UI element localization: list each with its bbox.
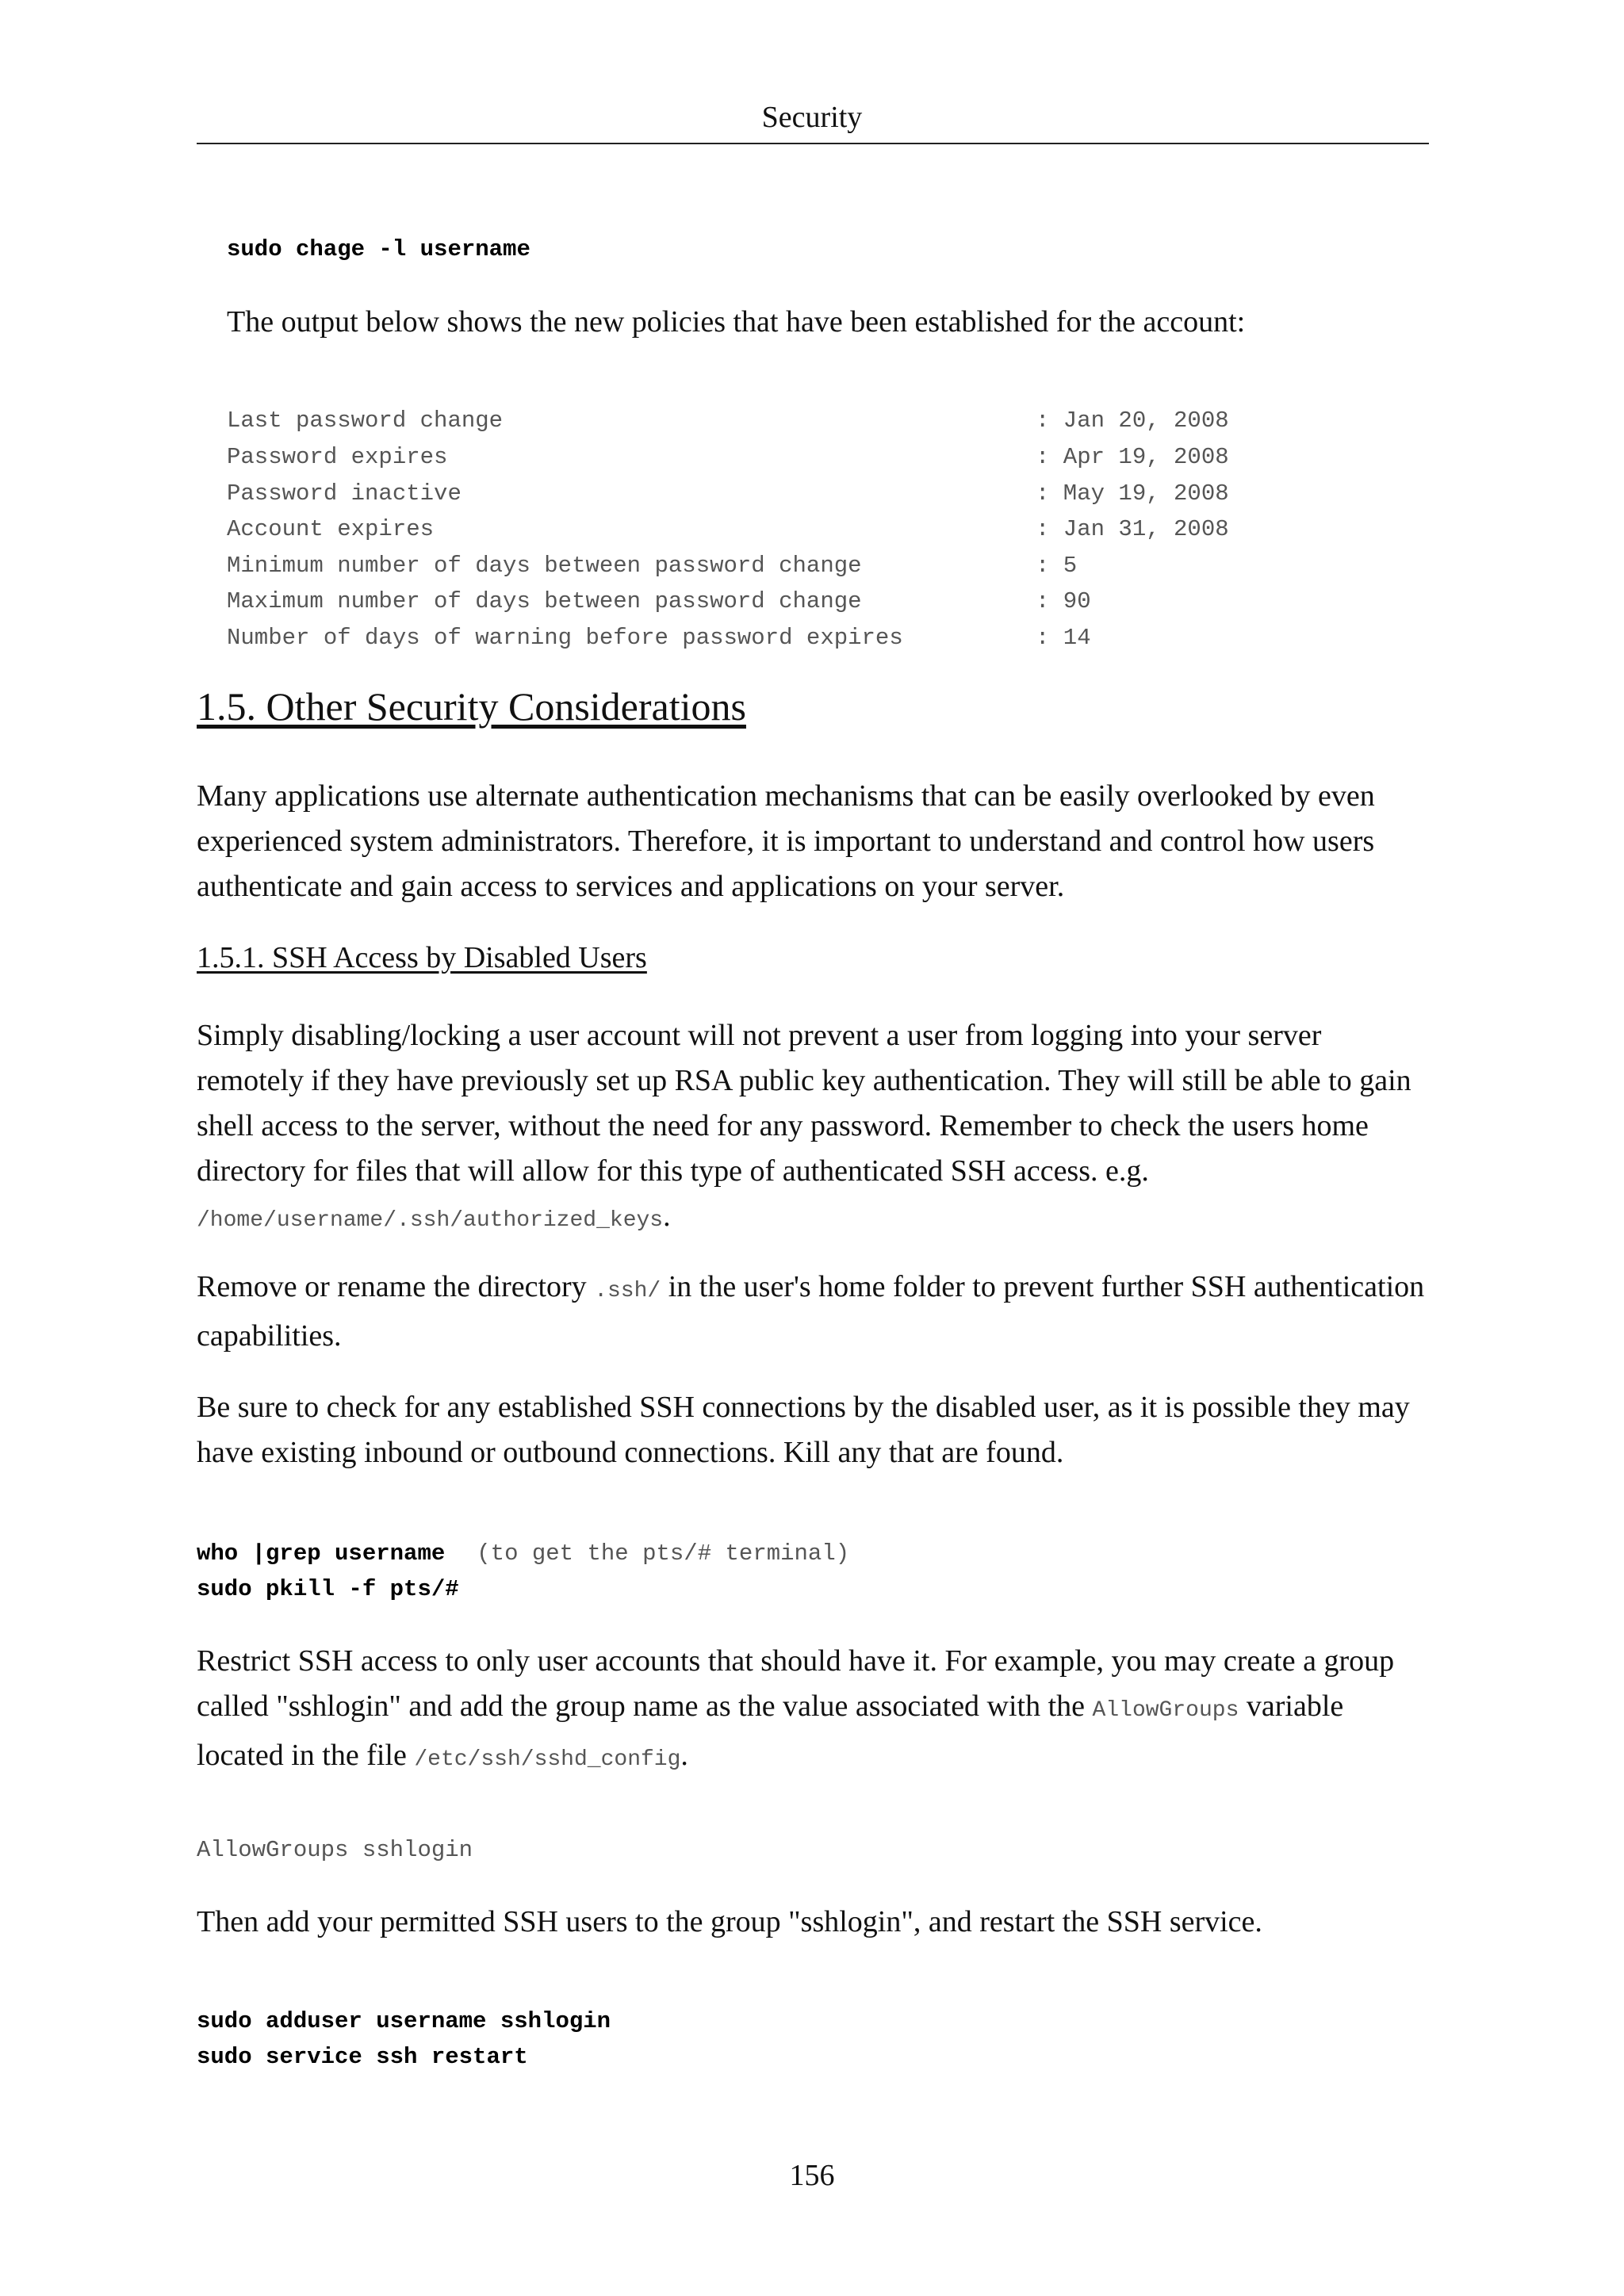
paragraph-text: in the user's home folder to prevent further SSH authentication capabilities.	[197, 1270, 1425, 1353]
header-divider	[197, 143, 1429, 144]
policy-label: Password inactive	[227, 480, 462, 507]
page-number: 156	[789, 2159, 835, 2192]
paragraph-established-connections: Be sure to check for any established SSH connections by the disabled user, as it is possible they may have existing inbound or outbound connections. Kill any that are found.	[197, 1391, 1410, 1469]
authorized-keys-path: /home/username/.ssh/authorized_keys	[197, 1208, 664, 1233]
paragraph-alternate-auth: Many applications use alternate authentication mechanisms that can be easily overlooked by even experienced system administrators. Therefore, it is important to understand and control how users authenticate and gain access to services and applications on your server.	[197, 779, 1375, 903]
policy-value: : 90	[1036, 588, 1091, 614]
running-header: Security	[761, 101, 863, 134]
policy-label: Password expires	[227, 444, 448, 470]
paragraph-disabled-users	[197, 1013, 1418, 1243]
ssh-dir-code: .ssh/	[594, 1279, 661, 1303]
command-restart: sudo service ssh restart	[197, 2044, 528, 2070]
command-chage: sudo chage -l username	[227, 236, 530, 262]
paragraph-text: Simply disabling/locking a user account will not prevent a user from logging into your server remotely if they have previously set up RSA public key authentication. They will still be able to gain shell access to the server, without the need for any password. Remember to check the users home directory for files that will allow for this type of authenticated SSH access. e.g.	[197, 1019, 1411, 1188]
allowgroups-code: AllowGroups	[1092, 1698, 1239, 1723]
policy-value: : 14	[1036, 625, 1091, 651]
paragraph-text: variable located in the file	[197, 1689, 1344, 1772]
policy-label: Number of days of warning before password expires	[227, 625, 903, 651]
policy-value: : Jan 31, 2008	[1036, 516, 1229, 542]
paragraph-text: Remove or rename the directory	[197, 1270, 595, 1303]
config-allowgroups: AllowGroups sshlogin	[197, 1837, 473, 1863]
intro-paragraph: The output below shows the new policies that have been established for the account:	[227, 305, 1246, 339]
policy-value: : Jan 20, 2008	[1036, 408, 1229, 434]
paragraph-end: .	[663, 1200, 671, 1233]
policy-value: : 5	[1036, 553, 1078, 579]
command-pkill: sudo pkill -f pts/#	[197, 1576, 459, 1602]
subsection-heading: 1.5.1. SSH Access by Disabled Users	[197, 941, 647, 974]
policy-label: Account expires	[227, 516, 435, 542]
who-comment: (to get the pts/# terminal)	[477, 1540, 850, 1567]
sshd-config-path: /etc/ssh/sshd_config	[414, 1747, 681, 1772]
paragraph-remove-ssh-dir	[197, 1265, 1435, 1359]
command-adduser: sudo adduser username sshlogin	[197, 2008, 611, 2034]
policy-label: Maximum number of days between password change	[227, 588, 862, 614]
policy-label: Last password change	[227, 408, 504, 434]
paragraph-restrict-ssh	[197, 1639, 1418, 1782]
section-heading: 1.5. Other Security Considerations	[197, 684, 746, 729]
policy-value: : Apr 19, 2008	[1036, 444, 1229, 470]
paragraph-add-users: Then add your permitted SSH users to the group "sshlogin", and restart the SSH service.	[197, 1905, 1262, 1938]
command-who	[197, 1540, 849, 1567]
policy-label: Minimum number of days between password change	[227, 553, 862, 579]
who-command: who |grep username	[197, 1540, 446, 1567]
paragraph-end: .	[680, 1739, 688, 1772]
paragraph-text: Restrict SSH access to only user accounts that should have it. For example, you may create a group called "sshlogin" and add the group name as the value associated with the	[197, 1644, 1395, 1723]
policy-value: : May 19, 2008	[1036, 480, 1229, 507]
